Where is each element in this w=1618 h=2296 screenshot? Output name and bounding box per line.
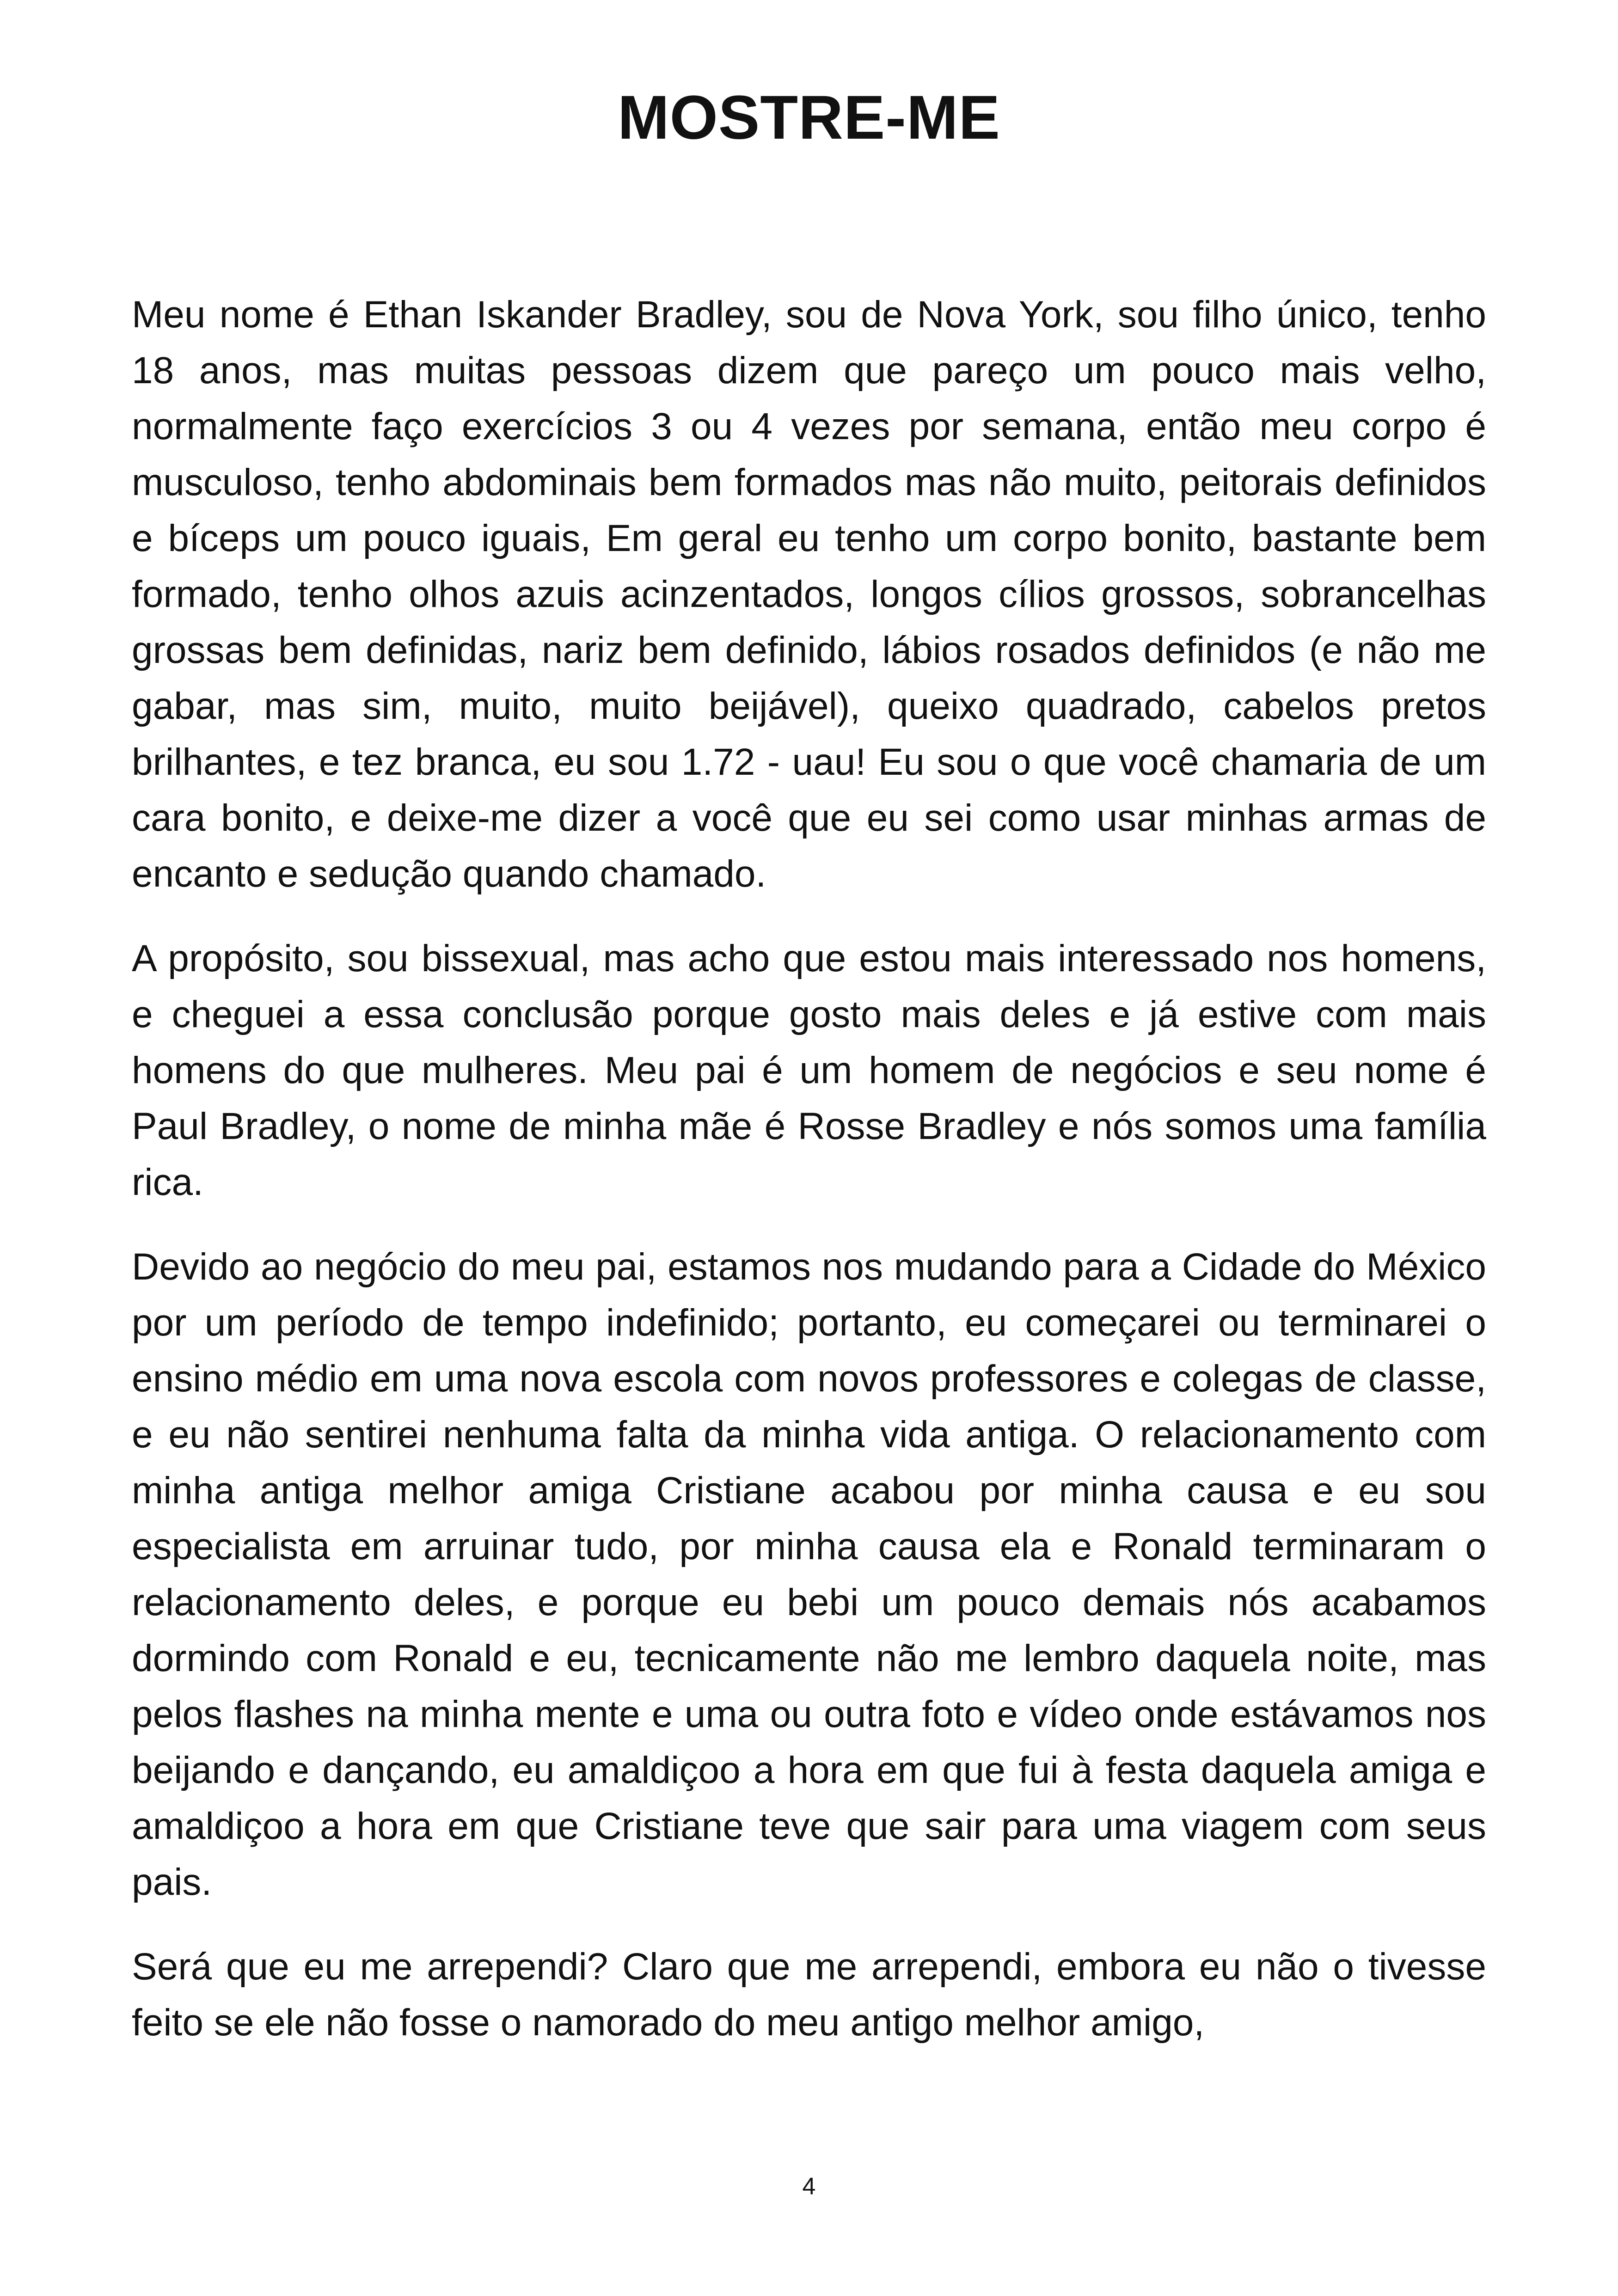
paragraph-2: A propósito, sou bissexual, mas acho que estou mais interessado nos homens, e cheguei a essa conclusão porque gosto mais deles e já estive com mais homens do que mulheres. Meu pai é um homem de negócios e seu nome é Paul Bradley, o nome de minha mãe é Rosse Bradley e nós somos uma família rica.	[132, 937, 1486, 1203]
page-number: 4	[802, 2173, 816, 2200]
paragraph-1: Meu nome é Ethan Iskander Bradley, sou de Nova York, sou filho único, tenho 18 anos, mas muitas pessoas dizem que pareço um pouco mais velho, normalmente faço exercícios 3 ou 4 vezes por semana, então meu corpo é musculoso, tenho abdominais bem formados mas não muito, peitorais definidos e bíceps um pouco iguais, Em geral eu tenho um corpo bonito, bastante bem formado, tenho olhos azuis acinzentados, longos cílios grossos, sobrancelhas grossas bem definidas, nariz bem definido, lábios rosados definidos (e não me gabar, mas sim, muito, muito beijável), queixo quadrado, cabelos pretos brilhantes, e tez branca, eu sou 1.72 - uau! Eu sou o que você chamaria de um cara bonito, e deixe-me dizer a você que eu sei como usar minhas armas de encanto e sedução quando chamado.	[132, 294, 1486, 895]
page-title: MOSTRE-ME	[618, 83, 1000, 152]
body-text	[132, 287, 1486, 2079]
paragraph-4: Será que eu me arrependi? Claro que me arrependi, embora eu não o tivesse feito se ele não fosse o namorado do meu antigo melhor amigo,	[132, 1946, 1486, 2044]
paragraph-3: Devido ao negócio do meu pai, estamos nos mudando para a Cidade do México por um período de tempo indefinido; portanto, eu começarei ou terminarei o ensino médio em uma nova escola com novos professores e colegas de classe, e eu não sentirei nenhuma falta da minha vida antiga. O relacionamento com minha antiga melhor amiga Cristiane acabou por minha causa e eu sou especialista em arruinar tudo, por minha causa ela e Ronald terminaram o relacionamento deles, e porque eu bebi um pouco demais nós acabamos dormindo com Ronald e eu, tecnicamente não me lembro daquela noite, mas pelos flashes na minha mente e uma ou outra foto e vídeo onde estávamos nos beijando e dançando, eu amaldiçoo a hora em que fui à festa daquela amiga e amaldiçoo a hora em que Cristiane teve que sair para uma viagem com seus pais.	[132, 1246, 1486, 1903]
